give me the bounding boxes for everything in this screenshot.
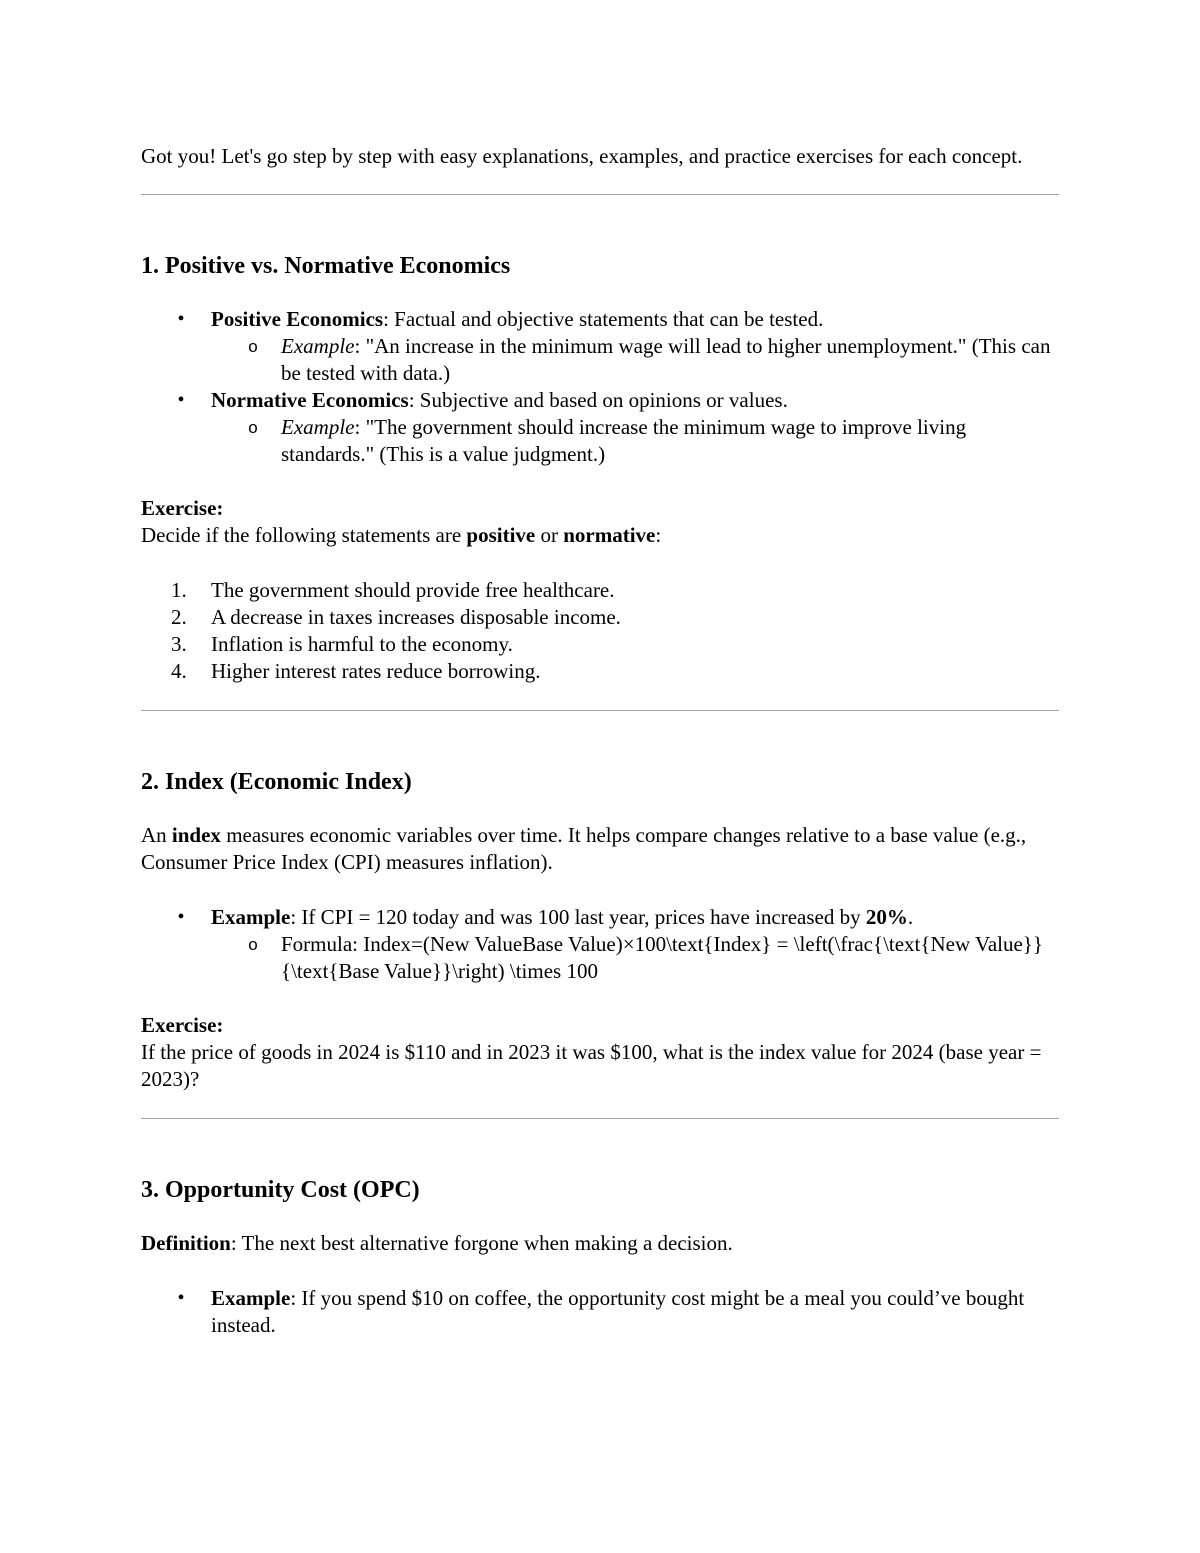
term-normative-economics: Normative Economics [211,388,409,412]
section-3-bullet-list [141,1285,1059,1339]
example-label: Example [281,334,355,358]
section-divider [141,1118,1059,1119]
section-1-heading: 1. Positive vs. Normative Economics [141,253,511,279]
list-item: 2. A decrease in taxes increases disposable income. [171,605,621,629]
term-positive-economics: Positive Economics [211,307,384,331]
example-label: Example [281,415,355,439]
term-description: : Factual and objective statements that can be tested. [383,307,824,331]
exercise-text: If the price of goods in 2024 is $110 and in 2023 it was $100, what is the index value for 2024 (base year = 2023)? [141,1040,1042,1091]
list-item: 4. Higher interest rates reduce borrowing. [171,659,541,683]
document-page [141,143,1059,1339]
section-2-heading: 2. Index (Economic Index) [141,769,412,795]
term-description: : Subjective and based on opinions or values. [408,388,788,412]
sub-bullet-icon: o [248,418,258,437]
list-item: 1. The government should provide free healthcare. [171,578,615,602]
exercise-intro: Decide if the following statements are positive or normative: [141,523,662,547]
sub-list [211,414,1059,468]
list-item: • Example: If CPI = 120 today and was 100 last year, prices have increased by 20%. o Formula: Index=(New ValueBase Value)×100\text{Index} = \left(\frac{\text{New Value}}{\text{Base Value}}\right) \times 100 [141,904,1059,985]
section-2-bullet-list [141,904,1059,985]
exercise-label: Exercise: [141,1013,224,1037]
section-1-bullet-list [141,306,1059,468]
bullet-icon: • [177,906,185,928]
bullet-icon: • [177,389,185,411]
sub-bullet-icon: o [248,935,258,954]
list-item: 3. Inflation is harmful to the economy. [171,632,513,656]
section-divider [141,710,1059,711]
list-item: • Example: If you spend $10 on coffee, the opportunity cost might be a meal you could’ve bought instead. [141,1285,1059,1339]
formula-text: Formula: Index=(New ValueBase Value)×100\text{Index} = \left(\frac{\text{New Value}}{\text{Base Value}}\right) \times 100 [281,932,1043,983]
opportunity-cost-definition: Definition: The next best alternative forgone when making a decision. [141,1231,733,1255]
sub-list-item [211,414,1059,468]
list-item [141,387,1059,468]
bullet-icon: • [177,1287,185,1309]
sub-list [211,931,1059,985]
list-item [141,306,1059,387]
sub-list-item [211,333,1059,387]
sub-list [211,333,1059,387]
index-definition-paragraph: An index measures economic variables over time. It helps compare changes relative to a base value (e.g., Consumer Price Index (CPI) measures inflation). [141,823,1027,874]
bullet-icon: • [177,308,185,330]
section-3-heading: 3. Opportunity Cost (OPC) [141,1177,420,1203]
sub-list-item [211,931,1059,985]
example-text: : "The government should increase the minimum wage to improve living standards." (This is a value judgment.) [281,415,967,466]
exercise-label: Exercise: [141,496,224,520]
intro-paragraph: Got you! Let's go step by step with easy explanations, examples, and practice exercises for each concept. [141,144,1023,168]
exercise-statement-list [141,577,1059,685]
sub-bullet-icon: o [248,337,258,356]
example-text: : "An increase in the minimum wage will lead to higher unemployment." (This can be tested with data.) [281,334,1051,385]
section-divider [141,194,1059,195]
